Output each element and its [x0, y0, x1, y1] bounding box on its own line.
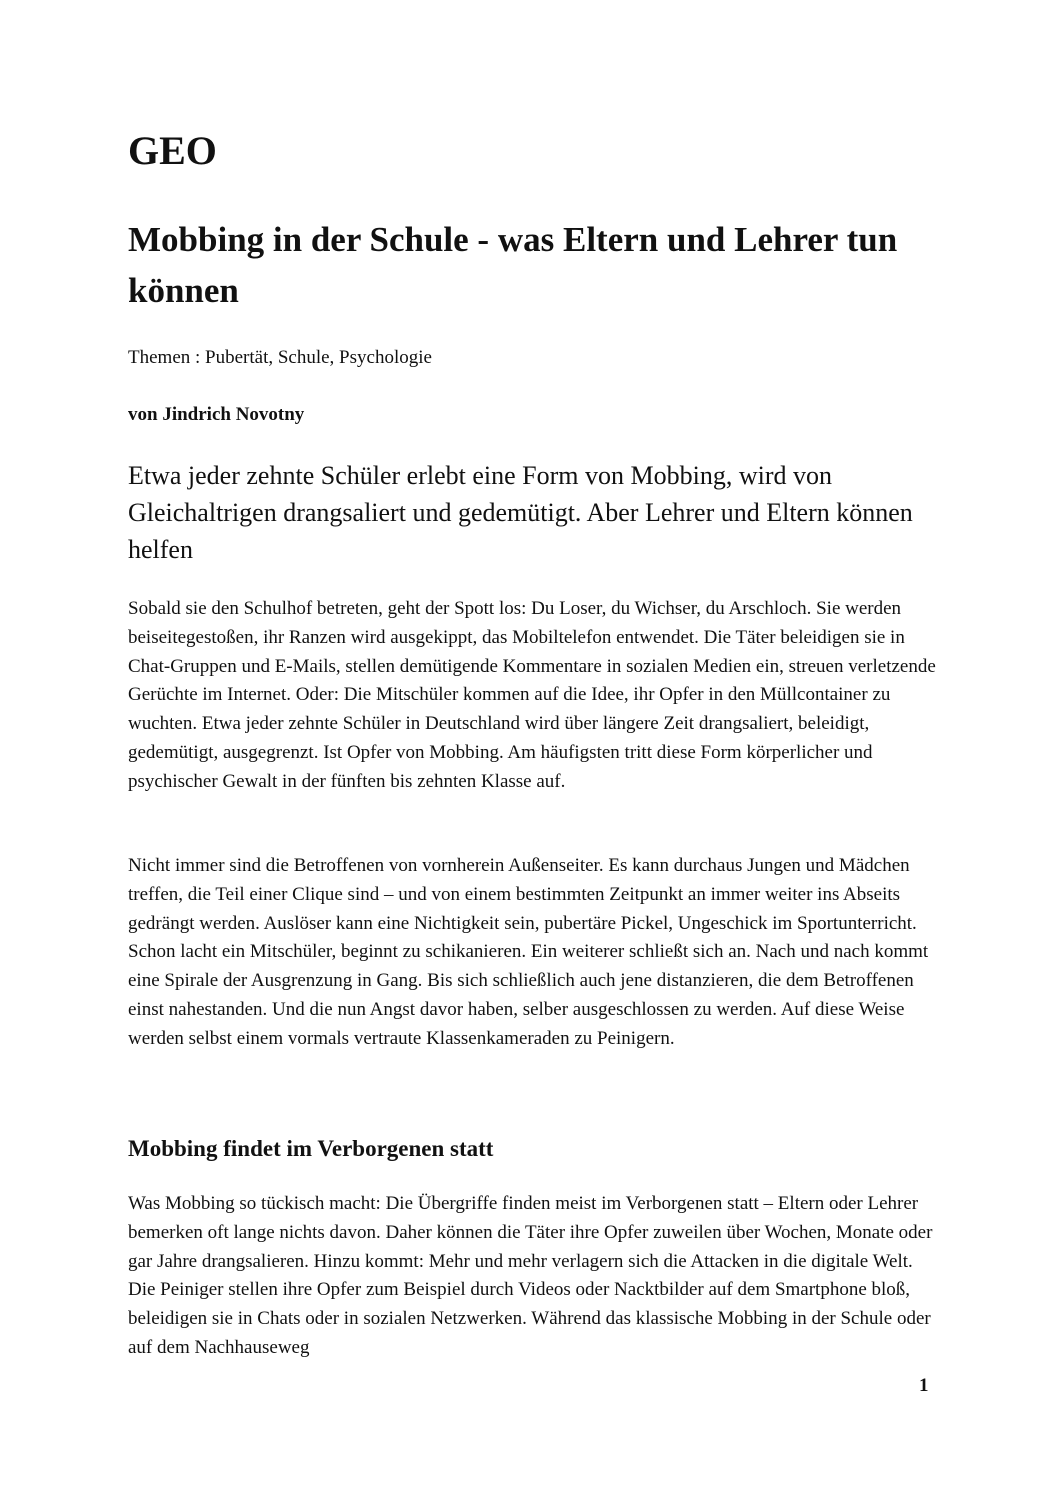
- article-lead: Etwa jeder zehnte Schüler erlebt eine Form von Mobbing, wird von Gleichaltrigen drangsaliert und gedemütigt. Aber Lehrer und Eltern können helfen: [128, 461, 913, 564]
- article-title: Mobbing in der Schule - was Eltern und Lehrer tun können: [128, 220, 898, 310]
- article-author: von Jindrich Novotny: [128, 404, 305, 425]
- publication-name: GEO: [128, 128, 217, 173]
- body-paragraph: Nicht immer sind die Betroffenen von vornherein Außenseiter. Es kann durchaus Jungen und Mädchen treffen, die Teil einer Clique sind – und von einem bestimmten Zeitpunkt an immer weiter ins Abseits gedrängt werden. Auslöser kann eine Nichtigkeit sein, pubertäre Pickel, Ungeschick im Sportunterricht. Schon lacht ein Mitschüler, beginnt zu schikanieren. Ein weiterer schließt sich an. Nach und nach kommt eine Spirale der Ausgrenzung in Gang. Bis sich schließlich auch jene distanzieren, die dem Betroffenen einst nahestanden. Und die nun Angst davor haben, selber ausgeschlossen zu werden. Auf diese Weise werden selbst einem vormals vertraute Klassenkameraden zu Peinigern.: [128, 855, 929, 1049]
- page-number: 1: [919, 1375, 929, 1396]
- body-paragraph: Sobald sie den Schulhof betreten, geht der Spott los: Du Loser, du Wichser, du Arschloch. Sie werden beiseitegestoßen, ihr Ranzen wird ausgekippt, das Mobiltelefon entwendet. Die Täter beleidigen sie in Chat-Gruppen und E-Mails, stellen demütigende Kommentare in sozialen Medien ein, streuen verletzende Gerüchte im Internet. Oder: Die Mitschüler kommen auf die Idee, ihr Opfer in den Müllcontainer zu wuchten. Etwa jeder zehnte Schüler in Deutschland wird über längere Zeit drangsaliert, beleidigt, gedemütigt, ausgegrenzt. Ist Opfer von Mobbing. Am häufigsten tritt diese Form körperlicher und psychischer Gewalt in der fünften bis zehnten Klasse auf.: [128, 598, 936, 792]
- article-topics: Themen : Pubertät, Schule, Psychologie: [128, 347, 432, 368]
- body-paragraph: Was Mobbing so tückisch macht: Die Übergriffe finden meist im Verborgenen statt – Eltern oder Lehrer bemerken oft lange nichts davon. Daher können die Täter ihre Opfer zuweilen über Wochen, Monate oder gar Jahre drangsalieren. Hinzu kommt: Mehr und mehr verlagern sich die Attacken in die digitale Welt. Die Peiniger stellen ihre Opfer zum Beispiel durch Videos oder Nacktbilder auf dem Smartphone bloß, beleidigen sie in Chats oder in sozialen Netzwerken. Während das klassische Mobbing in der Schule oder auf dem Nachhauseweg: [128, 1193, 933, 1358]
- section-heading: Mobbing findet im Verborgenen statt: [128, 1136, 494, 1161]
